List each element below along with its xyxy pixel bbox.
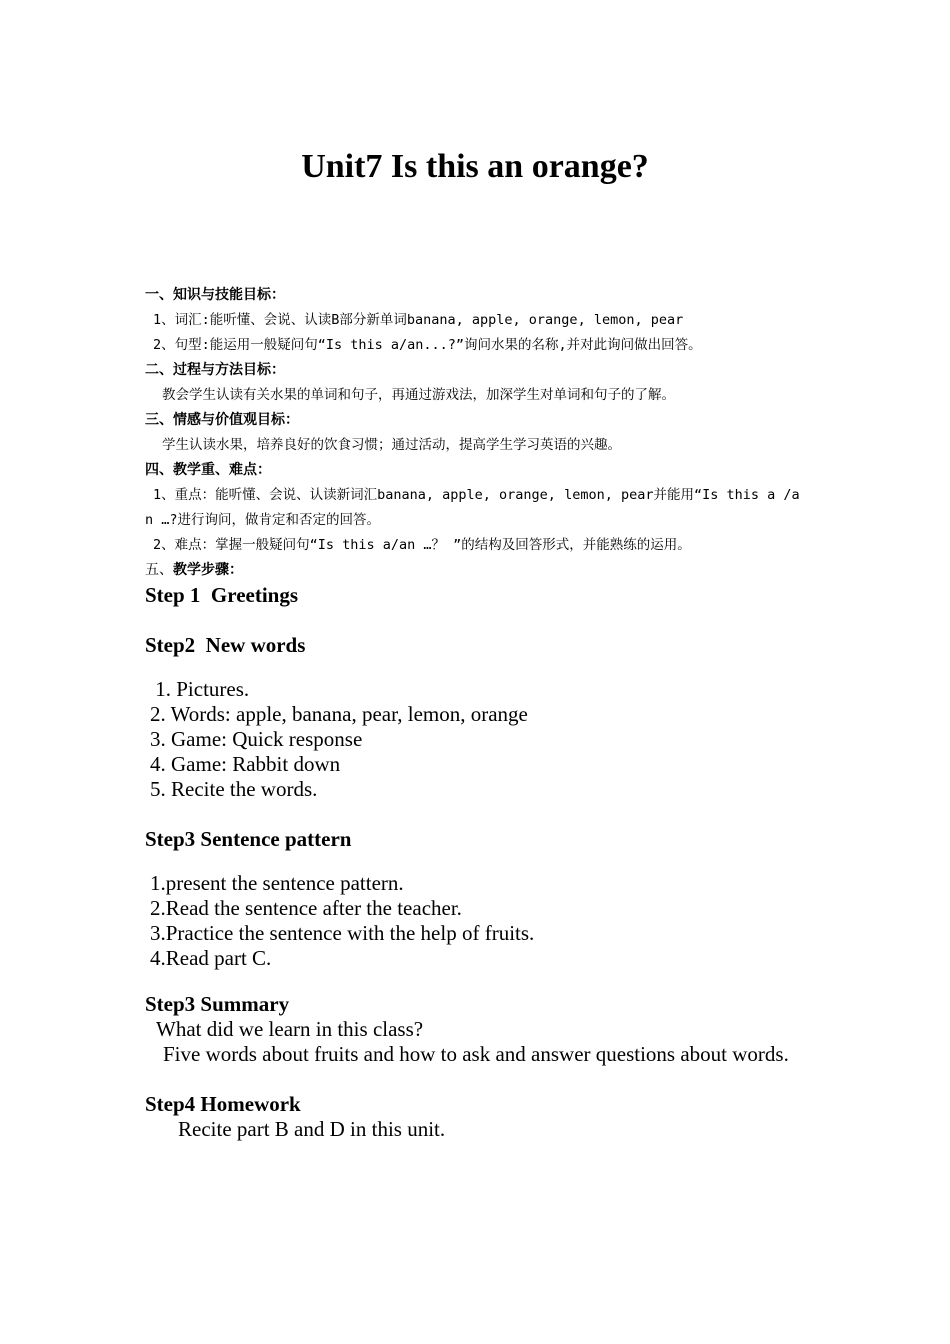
summary-answer: Five words about fruits and how to ask and answer questions about words.: [163, 1042, 789, 1066]
sentence-objective: 2、句型:能运用一般疑问句“Is this a/an...?”询问水果的名称,并对此询问做出回答。: [153, 337, 702, 353]
step3-heading: Step3 Sentence pattern: [145, 827, 352, 851]
step2-item: 2. Words: apple, banana, pear, lemon, orange: [150, 702, 528, 726]
step3-item: 2.Read the sentence after the teacher.: [150, 896, 462, 920]
objective-heading-knowledge: 一、知识与技能目标：: [145, 287, 285, 303]
step2-heading: Step2 New words: [145, 633, 306, 657]
page-title: Unit7 Is this an orange?: [301, 148, 649, 185]
summary-heading: Step3 Summary: [145, 992, 290, 1016]
step3-item: 3.Practice the sentence with the help of fruits.: [150, 921, 535, 945]
teaching-steps-prefix: 五、: [145, 562, 173, 578]
summary-question: What did we learn in this class?: [156, 1017, 424, 1041]
teaching-steps-heading: [145, 558, 807, 583]
homework-heading: Step4 Homework: [145, 1092, 301, 1116]
objective-heading-process: 二、过程与方法目标：: [145, 362, 285, 378]
step2-item: 5. Recite the words.: [150, 777, 318, 801]
step3-item: 4.Read part C.: [150, 946, 272, 970]
spacer: [145, 971, 807, 992]
key-point-text: 1、重点：能听懂、会说、认读新词汇banana, apple, orange, lemon, pear并能用“Is this a /an …?进行询问，做肯定和否定的回答。: [145, 487, 800, 528]
key-difficult-heading: 四、教学重、难点：: [145, 462, 271, 478]
spacer: [145, 1067, 807, 1092]
teaching-steps-label: 教学步骤：: [173, 562, 243, 578]
vocabulary-objective: 1、词汇:能听懂、会说、认读B部分新单词banana, apple, orange, lemon, pear: [153, 312, 684, 328]
lesson-content: [145, 283, 807, 1142]
spacer: [145, 608, 807, 633]
process-objective-text: 教会学生认读有关水果的单词和句子，再通过游戏法，加深学生对单词和句子的了解。: [162, 387, 675, 403]
objective-heading-emotion: 三、情感与价值观目标：: [145, 412, 299, 428]
spacer: [145, 802, 807, 827]
spacer: [145, 852, 807, 871]
step2-item: 1. Pictures.: [150, 677, 250, 701]
emotion-objective-text: 学生认读水果，培养良好的饮食习惯；通过活动，提高学生学习英语的兴趣。: [162, 437, 621, 453]
step2-item: 4. Game: Rabbit down: [150, 752, 341, 776]
difficult-point-text: 2、难点：掌握一般疑问句“Is this a/an …？ ”的结构及回答形式，并能熟练的运用。: [153, 537, 691, 553]
spacer: [145, 658, 807, 677]
step2-item: 3. Game: Quick response: [150, 727, 363, 751]
step3-item: 1.present the sentence pattern.: [150, 871, 404, 895]
homework-text: Recite part B and D in this unit.: [178, 1117, 446, 1141]
step1-heading: Step 1 Greetings: [145, 583, 299, 607]
